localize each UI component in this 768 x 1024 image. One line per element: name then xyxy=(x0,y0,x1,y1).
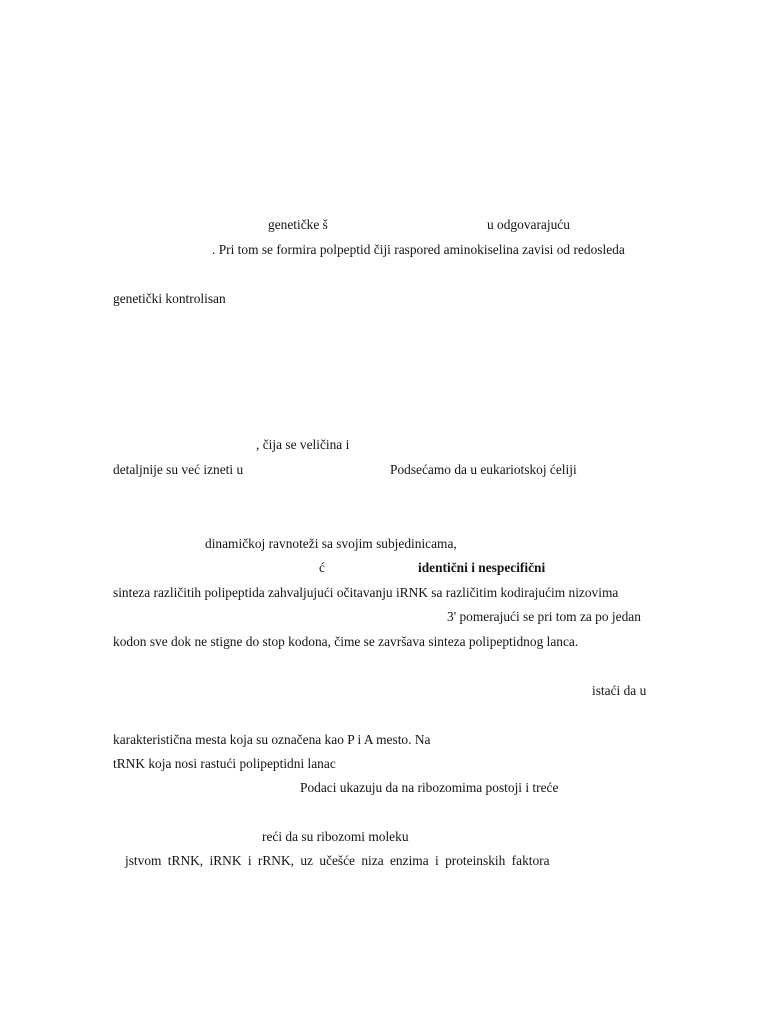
text-fragment: dinamičkoj ravnoteži sa svojim subjedinicama, xyxy=(205,536,457,551)
text-fragment: tRNK koja nosi rastući polipeptidni lanac xyxy=(113,756,336,771)
text-fragment: genetičke š xyxy=(268,217,328,232)
text-fragment: u odgovarajuću xyxy=(487,217,570,232)
text-fragment: , čija se veličina i xyxy=(256,437,350,452)
text-fragment: kodon sve dok ne stigne do stop kodona, čime se završava sinteza polipeptidnog lanca. xyxy=(113,634,579,649)
text-fragment: istaći da u xyxy=(592,683,647,698)
text-fragment: . Pri tom se formira polpeptid čiji raspored aminokiselina zavisi od redosleda xyxy=(212,242,625,257)
text-fragment: ć xyxy=(319,560,325,575)
text-fragment: Podaci ukazuju da na ribozomima postoji i treće xyxy=(300,780,559,795)
text-fragment: genetički kontrolisan xyxy=(113,291,226,306)
text-fragment: jstvom tRNK, iRNK i rRNK, uz učešće niza enzima i proteinskih faktora xyxy=(125,853,550,868)
text-fragment: Podsećamo da u eukariotskoj ćeliji xyxy=(390,462,577,477)
text-fragment: karakteristična mesta koja su označena kao P i A mesto. Na xyxy=(113,732,431,747)
text-fragment: 3' pomerajući se pri tom za po jedan xyxy=(447,609,641,624)
text-fragment: reći da su ribozomi moleku xyxy=(262,829,409,844)
text-fragment: sinteza različitih polipeptida zahvaljujući očitavanju iRNK sa različitim kodirajućim nizovima xyxy=(113,585,619,600)
bold-text-fragment: identični i nespecifični xyxy=(418,560,546,575)
text-fragment: detaljnije su već izneti u xyxy=(113,462,244,477)
